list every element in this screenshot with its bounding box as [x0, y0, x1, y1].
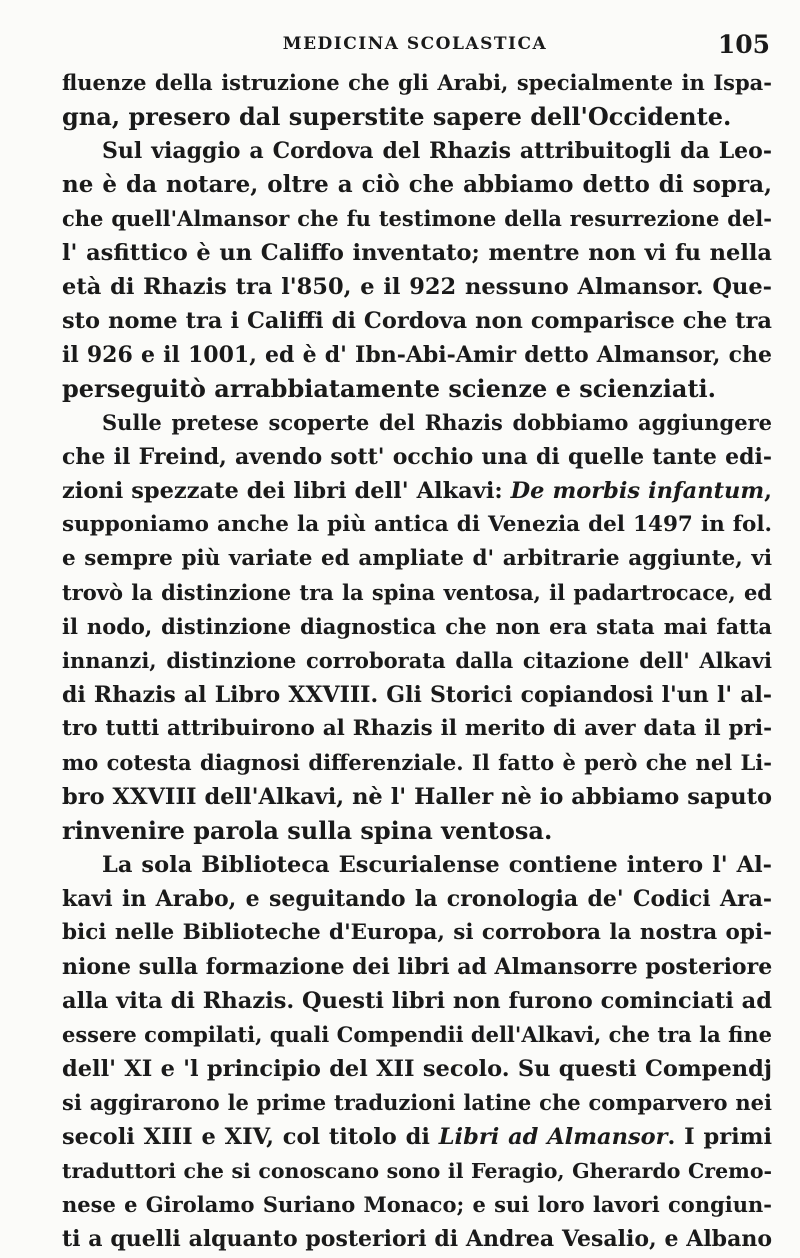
text-segment: il nodo, distinzione diagnostica che non era stata mai fatta — [62, 614, 772, 639]
text-line — [62, 1018, 772, 1052]
text-segment: perseguitò arrabbiatamente scienze e scienziati. — [62, 374, 717, 403]
text-line — [62, 1154, 772, 1188]
text-line — [62, 134, 772, 168]
text-segment: gna, presero dal superstite sapere dell'Occidente. — [62, 102, 732, 131]
text-segment: Sul viaggio a Cordova del Rhazis attribuitogli da Leo- — [102, 138, 772, 164]
text-line — [62, 848, 772, 882]
text-line — [62, 100, 772, 134]
text-segment: sto nome tra i Califfi di Cordova non comparisce che tra — [62, 308, 772, 334]
text-segment: traduttori che si conoscano sono il Feragio, Gherardo Cremo- — [62, 1159, 772, 1183]
text-line — [62, 644, 772, 678]
text-segment: Sulle pretese scoperte del Rhazis dobbiamo aggiungere — [102, 410, 772, 435]
text-line — [62, 202, 772, 236]
text-line — [62, 576, 772, 610]
italic-title: De morbis infantum — [510, 478, 765, 504]
text-line — [62, 168, 772, 202]
text-segment: secoli XIII e XIV, col titolo di — [62, 1124, 439, 1150]
running-title: MEDICINA SCOLASTICA — [282, 34, 548, 54]
text-line — [62, 474, 772, 508]
text-line — [62, 916, 772, 950]
text-segment: bro XXVIII dell'Alkavi, nè l' Haller nè io abbiamo saputo — [62, 784, 772, 810]
text-segment: e sempre più variate ed ampliate d' arbitrarie aggiunte, vi — [62, 546, 772, 571]
text-line — [62, 746, 772, 780]
text-line — [62, 372, 772, 406]
text-line — [62, 338, 772, 372]
text-line — [62, 712, 772, 746]
text-line — [62, 678, 772, 712]
text-line — [62, 882, 772, 916]
text-line — [62, 542, 772, 576]
text-segment: ti a quelli alquanto posteriori di Andrea Vesalio, e Albano — [62, 1226, 772, 1252]
text-line — [62, 814, 772, 848]
text-segment: che il Freind, avendo sott' occhio una di quelle tante edi- — [62, 444, 772, 470]
text-line — [62, 1222, 772, 1256]
text-segment: dell' XI e 'l principio del XII secolo. Su questi Compendj — [62, 1056, 772, 1082]
text-segment: rinvenire parola sulla spina ventosa. — [62, 816, 553, 845]
text-segment: trovò la distinzione tra la spina ventosa, il padartrocace, ed — [62, 580, 772, 605]
text-line — [62, 950, 772, 984]
text-segment: innanzi, distinzione corroborata dalla citazione dell' Alkavi — [62, 648, 772, 673]
text-line — [62, 780, 772, 814]
text-line — [62, 304, 772, 338]
text-segment: nione sulla formazione dei libri ad Almansorre posteriore — [62, 954, 772, 980]
text-segment: alla vita di Rhazis. Questi libri non furono cominciati ad — [62, 988, 772, 1014]
body-text — [62, 66, 772, 1256]
text-line — [62, 508, 772, 542]
text-line — [62, 1188, 772, 1222]
text-segment: zioni spezzate dei libri dell' Alkavi: — [62, 478, 511, 504]
text-segment: supponiamo anche la più antica di Venezia del 1497 in fol. — [62, 512, 772, 537]
text-segment: di Rhazis al Libro XXVIII. Gli Storici copiandosi l'un l' al- — [62, 682, 772, 708]
text-segment: La sola Biblioteca Escurialense contiene intero l' Al- — [102, 852, 772, 878]
text-line — [62, 1120, 772, 1154]
page-number: 105 — [717, 30, 770, 59]
text-line — [62, 236, 772, 270]
text-segment: si aggirarono le prime traduzioni latine che comparvero nei — [62, 1090, 772, 1115]
text-segment: . I primi — [667, 1124, 772, 1150]
text-segment: tro tutti attribuirono al Rhazis il merito di aver data il pri- — [62, 716, 772, 741]
text-segment: , — [764, 478, 772, 504]
text-segment: nese e Girolamo Suriano Monaco; e sui loro lavori congiun- — [62, 1192, 772, 1217]
page-header — [60, 30, 770, 64]
text-line — [62, 610, 772, 644]
text-line — [62, 1086, 772, 1120]
text-line — [62, 440, 772, 474]
text-line — [62, 270, 772, 304]
text-line — [62, 66, 772, 100]
text-segment: l' asfittico è un Califfo inventato; mentre non vi fu nella — [62, 240, 772, 266]
text-segment: il 926 e il 1001, ed è d' Ibn-Abi-Amir detto Almansor, che — [62, 342, 772, 368]
text-segment: ne è da notare, oltre a ciò che abbiamo detto di sopra, — [62, 171, 772, 198]
text-segment: kavi in Arabo, e seguitando la cronologia de' Codici Ara- — [62, 886, 772, 912]
text-segment: essere compilati, quali Compendii dell'Alkavi, che tra la fine — [62, 1022, 772, 1047]
italic-title: Libri ad Almansor — [438, 1124, 668, 1150]
text-segment: bici nelle Biblioteche d'Europa, si corrobora la nostra opi- — [62, 920, 772, 945]
text-segment: mo cotesta diagnosi differenziale. Il fatto è però che nel Li- — [62, 750, 772, 775]
text-segment: fluenze della istruzione che gli Arabi, specialmente in Ispa- — [62, 70, 772, 95]
text-line — [62, 1052, 772, 1086]
text-segment: età di Rhazis tra l'850, e il 922 nessuno Almansor. Que- — [62, 274, 772, 300]
text-segment: che quell'Almansor che fu testimone della resurrezione del- — [62, 206, 772, 231]
text-line — [62, 984, 772, 1018]
text-line — [62, 406, 772, 440]
